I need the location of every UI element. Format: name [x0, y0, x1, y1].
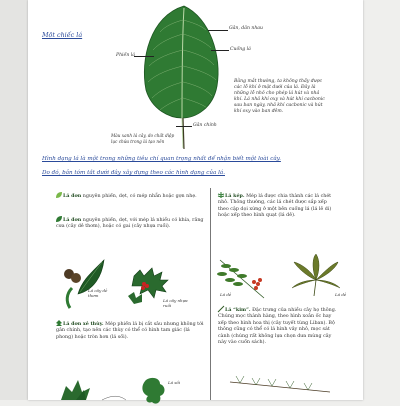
lobed-leaf-bullet-icon	[56, 320, 62, 326]
leader-gan-chinh	[176, 126, 192, 127]
leaf-section-heading: Một chiếc lá	[42, 31, 83, 39]
leaf-bullet-icon	[56, 192, 62, 198]
section-compound-leaf: Lá kép. Mép lá được chia thành các lá chét nhỏ. Thông thường, các lá chét được sắp xếp theo cặp dọi xứng ở một bên cuống lá (lá lê di) hoặc xếp theo hình quạt (lá dẻ).	[218, 193, 332, 219]
label-gan-dan-nhau: Gân, dân nhau	[229, 26, 264, 31]
section-simple-leaf: Lá đơn nguyên phiến, dẹt, có mép nhẵn hoặc gợn nhẹ.	[56, 192, 204, 200]
leader-phien	[134, 56, 154, 57]
label-phien-la: Phiến lá	[116, 53, 135, 58]
label-la-cay-de: Lá cây dẻ thơm	[88, 288, 108, 298]
toothed-leaf-bullet-icon	[56, 216, 62, 222]
label-cuong-la: Cuống lá	[230, 47, 251, 52]
compound-leaf-bullet-icon	[218, 192, 224, 198]
column-divider	[210, 188, 211, 400]
chestnut-leaf-illustration	[58, 252, 118, 312]
leader-gan	[208, 30, 228, 31]
leaf-blade	[144, 6, 218, 118]
label-la-cay-nhua-ruoi: Lá cây nhựa ruồi	[163, 298, 188, 308]
label-la-de-ngua: Lá dẻ	[335, 292, 347, 297]
section-needle-leaf: Lá “kim”. Đặc trưng của nhiều cây họ thông. Chúng mọc thành hàng, theo hình xoắn ốc hay xếp theo hình hoa thị (cây tuyết tùng Liban). Bộ thông cũng có thể có lá hình vảy nhỏ, mọc sát cành (chúng rất không lựa chọn dưa mùng cây này vào cuốn sách).	[218, 307, 337, 346]
label-gan-chinh: Gân chính	[193, 123, 217, 128]
leader-cuong	[211, 50, 229, 51]
label-la-di: Lá dẻ	[220, 292, 232, 297]
intro-line-1: Hình dạng lá là một trong những tiêu chí quan trọng nhất để nhận biết một loài cây.	[42, 156, 281, 162]
conifer-branch-illustration	[220, 372, 340, 402]
section-toothed-leaf: Lá đơn nguyên phiến, dẹt, với mép lá nhiều có khía, răng cưa (cây dẻ thơm), hoặc có gai (cây nhựa ruồi).	[56, 217, 204, 230]
label-mau-xanh: Màu xanh lá cây, do chất diệp lục chứa trong lá tạo nên	[111, 133, 175, 144]
lobed-leaves-illustration	[56, 366, 206, 406]
needle-leaf-bullet-icon	[218, 306, 224, 312]
intro-line-2: Do đó, bản tóm tắt dưới đây xây dựng theo các hình dạng của lá.	[42, 170, 225, 176]
label-la-soi: Lá sồi	[168, 380, 181, 385]
section-lobed-leaf: Lá đơn xẻ thùy. Mép phiến lá bị cắt sâu nhưng không tới gân chính, tạo nên các thùy có thể có hình tam giác (lá phong) hoặc tròn hơn (lá sồi).	[56, 321, 204, 340]
stomata-description: Bằng mắt thường, ta không thấy được các lỗ khí ở mặt dưới của lá. Đây là những lỗ nhỏ cho phép lá hút và nhả khí. Lá nhả khí oxy và hút khí cacbonic sau ban ngày, nhả khí cacbonic và hút khí oxy vào ban đêm.	[234, 79, 325, 115]
